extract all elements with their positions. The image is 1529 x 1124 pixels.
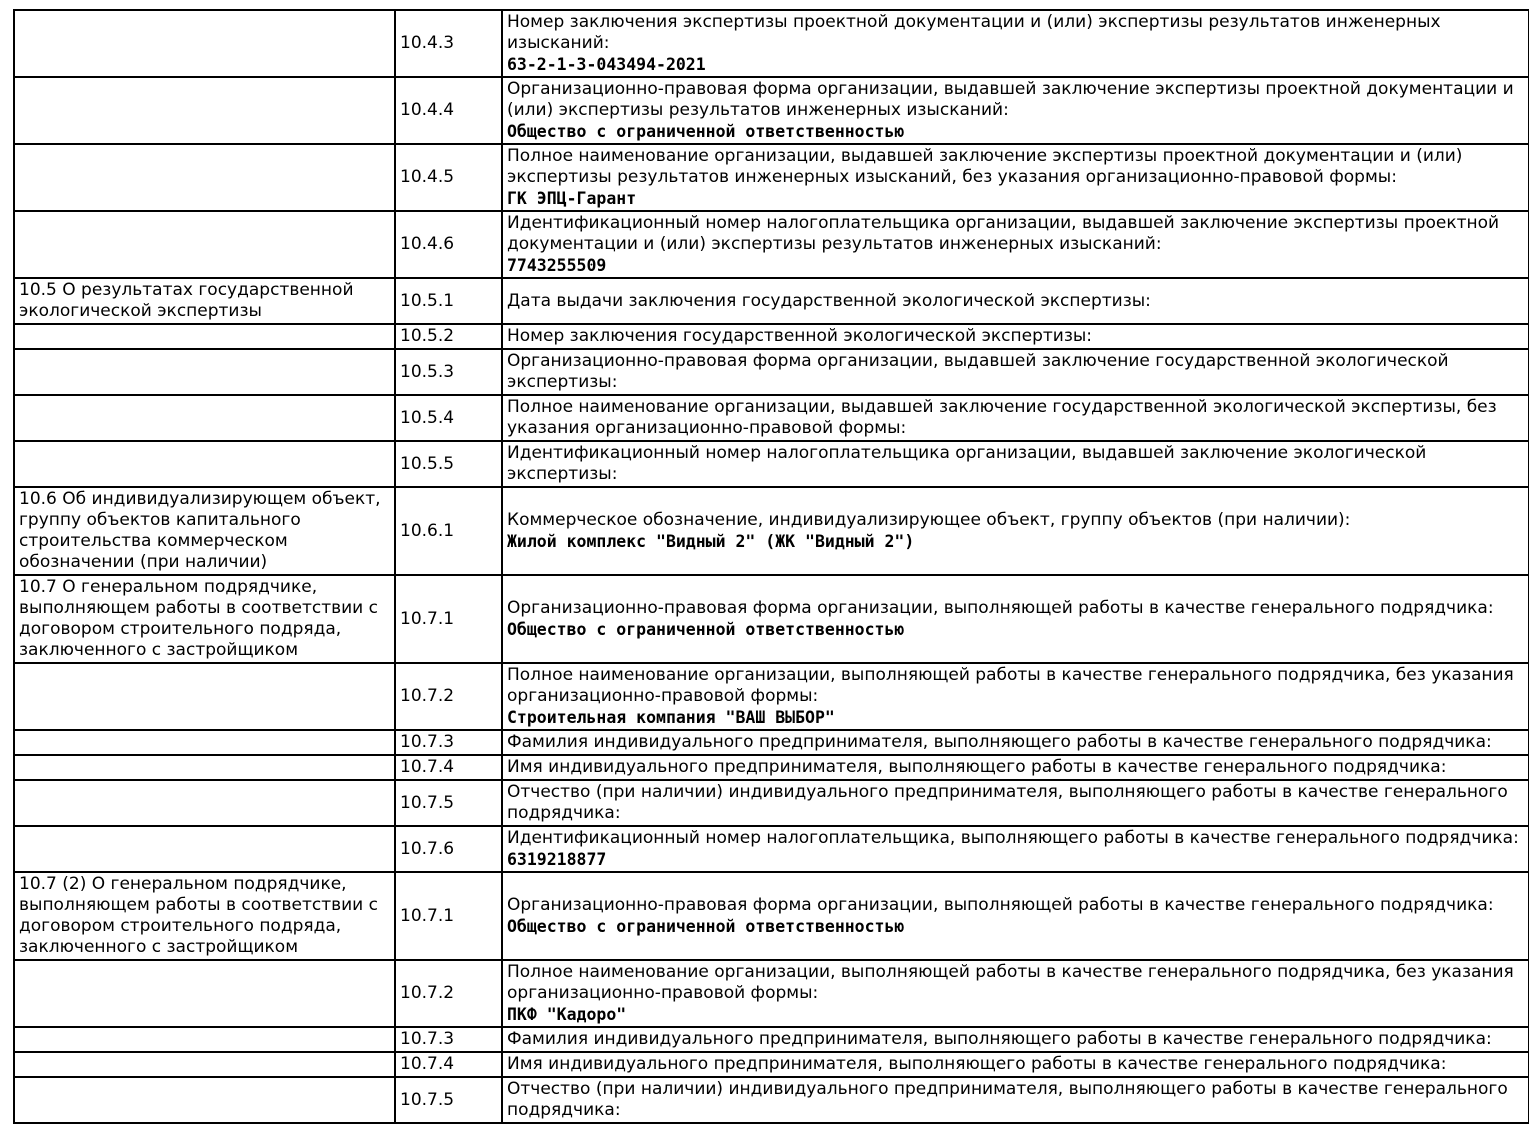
table-row [14, 1077, 1529, 1123]
description-cell [502, 278, 1529, 324]
field-value: 63-2-1-3-043494-2021 [507, 55, 706, 74]
field-value: Строительная компания "ВАШ ВЫБОР" [507, 708, 835, 727]
field-label: Организационно-правовая форма организации, выполняющей работы в качестве генерального подрядчика: [507, 598, 1494, 618]
field-label: Отчество (при наличии) индивидуального предпринимателя, выполняющего работы в качестве генерального подрядчика: [507, 782, 1508, 823]
table-row [14, 575, 1529, 663]
description-cell [502, 144, 1529, 211]
table-row [14, 663, 1529, 730]
field-label: Полное наименование организации, выдавшей заключение экспертизы проектной документации и (или) экспертизы результатов инженерных изысканий, без указания организационно-правовой формы: [507, 146, 1463, 187]
section-cell [14, 1052, 395, 1077]
description-cell [502, 960, 1529, 1027]
description-cell [502, 211, 1529, 278]
table-row [14, 324, 1529, 349]
table-row [14, 755, 1529, 780]
field-label: Номер заключения государственной экологической экспертизы: [507, 326, 1093, 346]
description-cell [502, 10, 1529, 77]
description-cell [502, 575, 1529, 663]
field-label: Дата выдачи заключения государственной экологической экспертизы: [507, 290, 1151, 311]
field-value: 6319218877 [507, 850, 607, 869]
table-row [14, 349, 1529, 395]
item-number-cell: 10.7.5 [395, 1077, 502, 1123]
field-value: Жилой комплекс "Видный 2" (ЖК "Видный 2") [507, 532, 915, 551]
section-cell [14, 755, 395, 780]
item-number-cell: 10.5.2 [395, 324, 502, 349]
description-cell [502, 730, 1529, 755]
table-row [14, 780, 1529, 826]
table-row [14, 872, 1529, 960]
description-cell [502, 872, 1529, 960]
section-cell [14, 826, 395, 872]
description-cell [502, 395, 1529, 441]
item-number-cell: 10.5.3 [395, 349, 502, 395]
description-cell [502, 826, 1529, 872]
table-row [14, 487, 1529, 575]
item-number-cell: 10.5.5 [395, 441, 502, 487]
description-cell [502, 663, 1529, 730]
item-number-cell: 10.5.1 [395, 278, 502, 324]
item-number-cell: 10.4.3 [395, 10, 502, 77]
field-value: ГК ЭПЦ-Гарант [507, 189, 637, 208]
table-row [14, 211, 1529, 278]
item-number-cell: 10.7.1 [395, 575, 502, 663]
section-cell [14, 395, 395, 441]
table-row [14, 278, 1529, 324]
section-cell: 10.5 О результатах государственной экологической экспертизы [14, 278, 395, 324]
field-value: Общество с ограниченной ответственностью [507, 917, 905, 936]
item-number-cell: 10.7.6 [395, 826, 502, 872]
table-row [14, 730, 1529, 755]
description-cell [502, 755, 1529, 780]
table-row [14, 144, 1529, 211]
field-label: Фамилия индивидуального предпринимателя, выполняющего работы в качестве генерального подрядчика: [507, 732, 1492, 752]
section-cell [14, 349, 395, 395]
field-label: Полное наименование организации, выполняющей работы в качестве генерального подрядчика, без указания организационно-правовой формы: [507, 962, 1514, 1003]
field-label: Идентификационный номер налогоплательщика организации, выдавшей заключение экспертизы проектной документации и (или) экспертизы результатов инженерных изысканий: [507, 213, 1500, 254]
table-row [14, 1027, 1529, 1052]
item-number-cell: 10.7.1 [395, 872, 502, 960]
field-label: Организационно-правовая форма организации, выполняющей работы в качестве генерального подрядчика: [507, 895, 1494, 915]
table-row [14, 395, 1529, 441]
description-cell [502, 487, 1529, 575]
item-number-cell: 10.7.4 [395, 1052, 502, 1077]
field-label: Имя индивидуального предпринимателя, выполняющего работы в качестве генерального подрядчика: [507, 1054, 1447, 1074]
section-cell [14, 960, 395, 1027]
table-row [14, 441, 1529, 487]
item-number-cell: 10.4.5 [395, 144, 502, 211]
description-cell [502, 1052, 1529, 1077]
field-label: Отчество (при наличии) индивидуального предпринимателя, выполняющего работы в качестве генерального подрядчика: [507, 1079, 1508, 1120]
section-cell [14, 211, 395, 278]
section-cell [14, 77, 395, 144]
field-label: Фамилия индивидуального предпринимателя, выполняющего работы в качестве генерального подрядчика: [507, 1029, 1492, 1049]
item-number-cell: 10.4.6 [395, 211, 502, 278]
item-number-cell: 10.7.4 [395, 755, 502, 780]
project-declaration-table [13, 9, 1529, 1124]
section-cell: 10.7 О генеральном подрядчике, выполняющем работы в соответствии с договором строительного подряда, заключенного с застройщиком [14, 575, 395, 663]
section-cell [14, 441, 395, 487]
section-cell [14, 663, 395, 730]
item-number-cell: 10.7.2 [395, 663, 502, 730]
item-number-cell: 10.5.4 [395, 395, 502, 441]
field-label: Коммерческое обозначение, индивидуализирующее объект, группу объектов (при наличии): [507, 510, 1351, 530]
section-cell [14, 1027, 395, 1052]
item-number-cell: 10.7.3 [395, 1027, 502, 1052]
field-label: Идентификационный номер налогоплательщика организации, выдавшей заключение экологической экспертизы: [507, 443, 1427, 484]
item-number-cell: 10.7.3 [395, 730, 502, 755]
table-row [14, 960, 1529, 1027]
section-cell [14, 10, 395, 77]
field-label: Полное наименование организации, выполняющей работы в качестве генерального подрядчика, без указания организационно-правовой формы: [507, 665, 1514, 706]
field-value: 7743255509 [507, 256, 607, 275]
field-label: Организационно-правовая форма организации, выдавшей заключение экспертизы проектной документации и (или) экспертизы результатов инженерных изысканий: [507, 79, 1514, 120]
description-cell [502, 77, 1529, 144]
table-row [14, 77, 1529, 144]
description-cell [502, 1027, 1529, 1052]
field-value: Общество с ограниченной ответственностью [507, 122, 905, 141]
item-number-cell: 10.6.1 [395, 487, 502, 575]
item-number-cell: 10.4.4 [395, 77, 502, 144]
item-number-cell: 10.7.2 [395, 960, 502, 1027]
item-number-cell: 10.7.5 [395, 780, 502, 826]
field-label: Организационно-правовая форма организации, выдавшей заключение государственной экологической экспертизы: [507, 351, 1449, 392]
field-value: ПКФ "Кадоро" [507, 1005, 627, 1024]
section-cell: 10.6 Об индивидуализирующем объект, группу объектов капитального строительства коммерческом обозначении (при наличии) [14, 487, 395, 575]
field-label: Номер заключения экспертизы проектной документации и (или) экспертизы результатов инженерных изысканий: [507, 12, 1441, 53]
description-cell [502, 324, 1529, 349]
description-cell [502, 349, 1529, 395]
field-value: Общество с ограниченной ответственностью [507, 620, 905, 639]
section-cell [14, 730, 395, 755]
field-label: Идентификационный номер налогоплательщика, выполняющего работы в качестве генерального подрядчика: [507, 828, 1519, 848]
section-cell [14, 324, 395, 349]
table-row [14, 10, 1529, 77]
section-cell [14, 780, 395, 826]
field-label: Имя индивидуального предпринимателя, выполняющего работы в качестве генерального подрядчика: [507, 757, 1447, 777]
description-cell [502, 780, 1529, 826]
description-cell [502, 1077, 1529, 1123]
section-cell: 10.7 (2) О генеральном подрядчике, выполняющем работы в соответствии с договором строительного подряда, заключенного с застройщиком [14, 872, 395, 960]
description-cell [502, 441, 1529, 487]
table-row [14, 826, 1529, 872]
section-cell [14, 1077, 395, 1123]
field-label: Полное наименование организации, выдавшей заключение государственной экологической экспертизы, без указания организационно-правовой формы: [507, 397, 1497, 438]
table-row [14, 1052, 1529, 1077]
section-cell [14, 144, 395, 211]
